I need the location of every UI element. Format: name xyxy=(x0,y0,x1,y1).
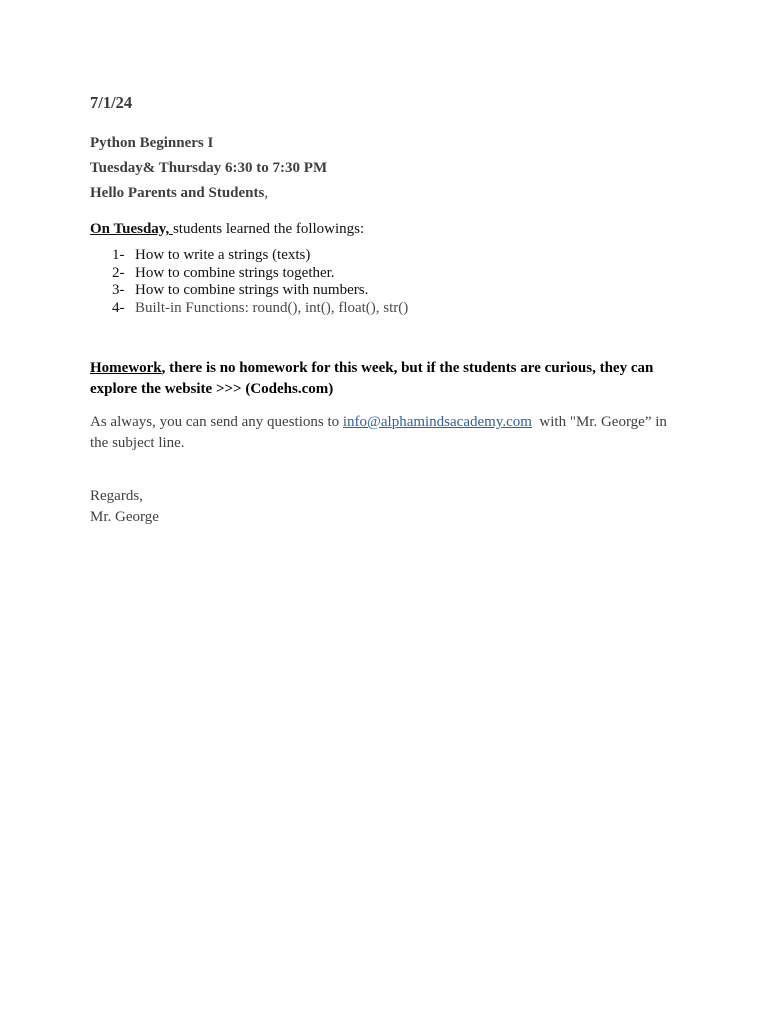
homework-text: , there is no homework for this week, but if the students are curious, they can explore the website >>> (Codehs.com) xyxy=(90,360,654,397)
letter-date: 7/1/24 xyxy=(90,93,133,112)
topic-item xyxy=(112,265,408,283)
intro-line xyxy=(90,221,364,238)
topic-item xyxy=(112,247,408,265)
topic-number: 2- xyxy=(112,264,125,281)
topic-text: How to write a strings (texts) xyxy=(135,247,311,263)
topic-number: 3- xyxy=(112,282,125,299)
contact-text-before: As always, you can send any questions to xyxy=(90,414,343,430)
topic-number: 4- xyxy=(112,299,125,316)
greeting-line xyxy=(90,185,268,202)
topic-text: Built-in Functions: round(), int(), float(), str() xyxy=(135,299,409,316)
class-schedule: Tuesday& Thursday 6:30 to 7:30 PM xyxy=(90,160,328,176)
greeting-punctuation: , xyxy=(264,185,269,201)
greeting-text: Hello Parents and Students xyxy=(90,185,265,201)
topic-number: 1- xyxy=(112,247,125,263)
class-title: Python Beginners I xyxy=(90,135,214,151)
intro-rest: students learned the followings: xyxy=(172,221,365,237)
signoff-block xyxy=(90,486,159,527)
closing-text: Regards, xyxy=(90,488,143,504)
email-link[interactable]: info@alphamindsacademy.com xyxy=(342,414,532,430)
homework-paragraph xyxy=(90,358,680,399)
signature-name: Mr. George xyxy=(90,508,159,525)
topic-text: How to combine strings together. xyxy=(135,264,335,281)
intro-lead: On Tuesday, xyxy=(90,221,173,237)
topic-item xyxy=(112,300,408,318)
homework-label: Homework xyxy=(90,360,162,376)
topics-list xyxy=(112,247,408,317)
contact-text-after: with "Mr. George” in the subject line. xyxy=(90,414,671,451)
topic-text: How to combine strings with numbers. xyxy=(135,282,369,299)
topic-item xyxy=(112,282,408,300)
contact-paragraph xyxy=(90,412,680,453)
